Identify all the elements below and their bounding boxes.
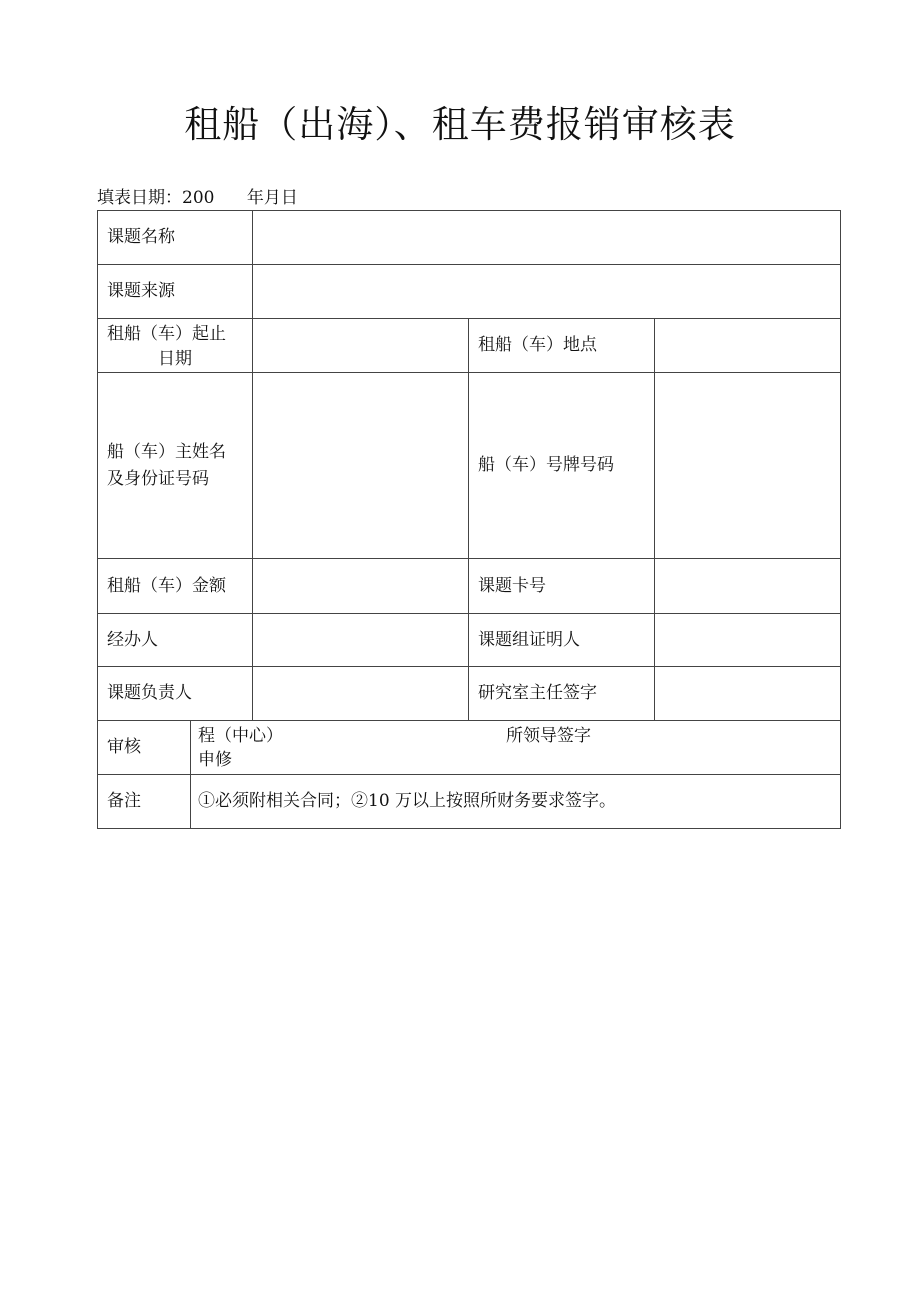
- owner-label: [97, 372, 253, 559]
- topic-source-field[interactable]: [252, 264, 841, 319]
- review-field[interactable]: [190, 720, 841, 775]
- topic-card-text: 课题卡号: [478, 575, 546, 596]
- reimbursement-form: [97, 210, 841, 829]
- review-center-line2: 申修: [198, 750, 232, 770]
- topic-name-field[interactable]: [252, 210, 841, 265]
- lab-director-sign-text: 研究室主任签字: [478, 683, 597, 703]
- owner-line2: 及身份证号码: [107, 468, 209, 489]
- lab-director-sign-label: [468, 666, 655, 721]
- remarks-field: [190, 774, 841, 829]
- topic-source-label: [97, 264, 253, 319]
- plate-number-text: 船（车）号牌号码: [478, 455, 614, 475]
- rent-location-field[interactable]: [654, 318, 841, 373]
- document-title: 租船（出海）、租车费报销审核表: [184, 103, 736, 146]
- rent-location-label: [468, 318, 655, 373]
- rent-dates-line2: 日期: [158, 349, 192, 369]
- topic-leader-text: 课题负责人: [107, 683, 192, 703]
- review-center-line1: 程（中心）: [198, 726, 283, 746]
- lab-director-sign-field[interactable]: [654, 666, 841, 721]
- topic-card-label: [468, 558, 655, 614]
- owner-line1: 船（车）主姓名: [107, 441, 226, 462]
- group-witness-text: 课题组证明人: [478, 629, 580, 650]
- topic-leader-label: [97, 666, 253, 721]
- rent-amount-label: [97, 558, 253, 614]
- rent-dates-field[interactable]: [252, 318, 469, 373]
- institute-leader-sign-label: 所领导签字: [506, 726, 591, 746]
- handler-text: 经办人: [107, 629, 158, 650]
- plate-number-field[interactable]: [654, 372, 841, 559]
- topic-name-label: [97, 210, 253, 265]
- topic-name-text: 课题名称: [107, 227, 175, 247]
- rent-amount-text: 租船（车）金额: [107, 575, 226, 596]
- group-witness-label: [468, 613, 655, 667]
- owner-field[interactable]: [252, 372, 469, 559]
- remarks-label: [97, 774, 191, 829]
- rent-dates-label: [97, 318, 253, 373]
- handler-label: [97, 613, 253, 667]
- handler-field[interactable]: [252, 613, 469, 667]
- review-label: [97, 720, 191, 775]
- group-witness-field[interactable]: [654, 613, 841, 667]
- rent-dates-line1: 租船（车）起止: [107, 324, 226, 344]
- topic-source-text: 课题来源: [107, 281, 175, 301]
- fill-date-label: 填表日期：200 年月日: [97, 188, 298, 208]
- review-text: 审核: [107, 737, 141, 757]
- remarks-text: 备注: [107, 791, 141, 811]
- remarks-content: ①必须附相关合同；②10 万以上按照所财务要求签字。: [198, 791, 617, 811]
- rent-location-text: 租船（车）地点: [478, 335, 597, 355]
- topic-card-field[interactable]: [654, 558, 841, 614]
- topic-leader-field[interactable]: [252, 666, 469, 721]
- plate-number-label: [468, 372, 655, 559]
- rent-amount-field[interactable]: [252, 558, 469, 614]
